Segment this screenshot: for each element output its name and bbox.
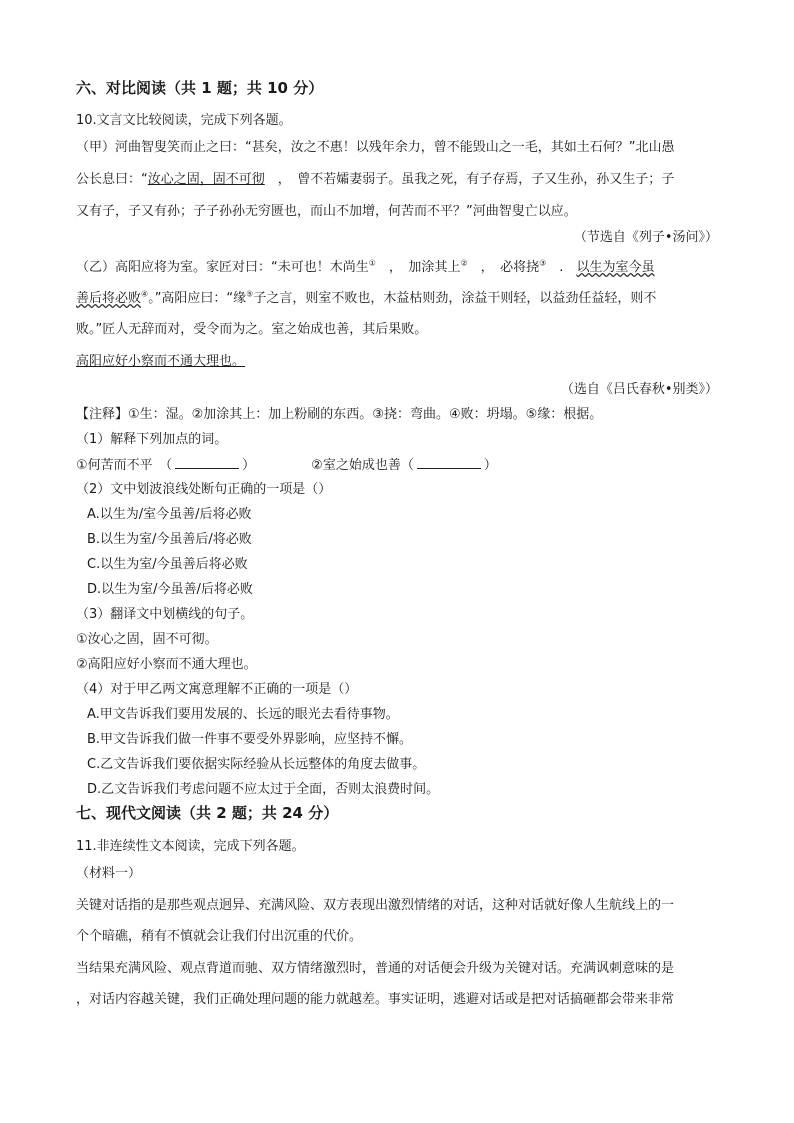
material-1-paragraph-1-line-1: 关键对话指的是那些观点迥异、充满风险、双方表现出激烈情绪的对话，这种对话就好像人生航线上的一	[76, 898, 675, 913]
sub-question-2-option-b: B.以生为室/今虽善后/将必败	[87, 532, 252, 547]
text-yi-line-4	[76, 352, 718, 372]
footnote-marker-2: ②	[460, 258, 468, 268]
question-11-prompt: 11.非连续性文本阅读，完成下列各题。	[76, 839, 305, 854]
sub-question-2-option-c: C.以生为室/今虽善后将必败	[87, 557, 248, 572]
wavy-underlined-phrase: 以生为室今虽	[576, 260, 655, 275]
text-yi-source: （选自《吕氏春秋•别类》）	[560, 382, 718, 397]
text-jia-source: （节选自《列子•汤问》）	[573, 230, 718, 245]
sub-question-4-option-b: B.甲文告诉我们做一件事不要受外界影响，应坚持不懈。	[87, 732, 413, 747]
sub-question-3-title: （3）翻译文中划横线的句子。	[76, 607, 254, 622]
text-yi-line-3: 败。”匠人无辞而对，受令而为之。室之始成也善，其后果败。	[76, 322, 428, 337]
underlined-sentence-1: 汝心之固，固不可彻	[147, 172, 265, 187]
material-1-paragraph-1-line-2: 个个暗礁，稍有不慎就会让我们付出沉重的代价。	[76, 929, 363, 944]
footnote-marker-4: ④	[141, 289, 149, 299]
material-1-paragraph-2-line-1: 当结果充满风险、观点背道而驰、双方情绪激烈时，普通的对话便会升级为关键对话。充满讽刺意味的是	[76, 961, 675, 976]
sub-question-2-title: （2）文中划波浪线处断句正确的一项是（）	[76, 482, 332, 497]
sub-question-2-option-d: D.以生为室/今虽善/后将必败	[87, 582, 253, 597]
sub-question-1-title: （1）解释下列加点的词。	[76, 432, 228, 447]
text-yi-line-2: 善后将必败④。”高阳应曰：“缘⑤子之言，则室不败也，木益枯则劲，涂益干则轻，以益劲任益轻，则不	[76, 289, 657, 306]
text-jia-line-2: 公长息曰：“汝心之固，固不可彻 ， 曾不若孀妻弱子。虽我之死，有子存焉，子又生孙，孙又生子；子	[76, 172, 675, 187]
footnote-marker-5: ⑤	[246, 289, 254, 299]
text-jia-line-3: 又有子，子又有孙；子子孙孙无穷匮也，而山不加增，何苦而不平？”河曲智叟亡以应。	[76, 204, 577, 219]
answer-blank-1[interactable]	[175, 455, 239, 469]
section-7-heading: 七、现代文阅读（共 2 题；共 24 分）	[76, 804, 339, 822]
sub-question-1-items: ①何苦而不平 （ ） ②室之始成也善（ ）	[76, 455, 718, 476]
footnote-marker-3: ③	[539, 258, 547, 268]
sub-question-4-option-c: C.乙文告诉我们要依据实际经验从长远整体的角度去做事。	[87, 757, 426, 772]
underlined-sentence-2: 高阳应好小察而不通大理也。	[76, 354, 246, 369]
text-yi-line-1: （乙）高阳应将为室。家匠对曰：“未可也！木尚生① ， 加涂其上② ， 必将挠③ . 以生为室今虽	[76, 258, 655, 275]
footnote-marker-1: ①	[368, 258, 376, 268]
text-jia-line-1: （甲）河曲智叟笑而止之曰：“甚矣，汝之不惠！以残年余力，曾不能毁山之一毛，其如土石何？”北山愚	[76, 140, 675, 155]
sub-question-3-item-2: ②高阳应好小察而不通大理也。	[76, 657, 257, 672]
material-1-label: （材料一）	[76, 866, 142, 881]
answer-blank-2[interactable]	[417, 455, 481, 469]
sub-question-4-option-a: A.甲文告诉我们要用发展的、长远的眼光去看待事物。	[87, 707, 399, 722]
sub-question-2-option-a: A.以生为/室今虽善/后将必败	[87, 507, 252, 522]
sub-question-4-option-d: D.乙文告诉我们考虑问题不应太过于全面，否则太浪费时间。	[87, 782, 440, 797]
material-1-paragraph-2-line-2: ，对话内容越关键，我们正确处理问题的能力就越差。事实证明，逃避对话或是把对话搞砸都会带来非常	[76, 992, 675, 1007]
annotation-notes: 【注释】①生：湿。②加涂其上：加上粉刷的东西。③挠：弯曲。④败：坍塌。⑤缘：根据。	[76, 407, 603, 422]
section-6-heading: 六、对比阅读（共 1 题；共 10 分）	[76, 79, 324, 97]
sub-question-4-title: （4）对于甲乙两文寓意理解不正确的一项是（）	[76, 682, 358, 697]
question-10-prompt: 10.文言文比较阅读，完成下列各题。	[76, 113, 292, 128]
sub-question-3-item-1: ①汝心之固，固不可彻。	[76, 632, 218, 647]
